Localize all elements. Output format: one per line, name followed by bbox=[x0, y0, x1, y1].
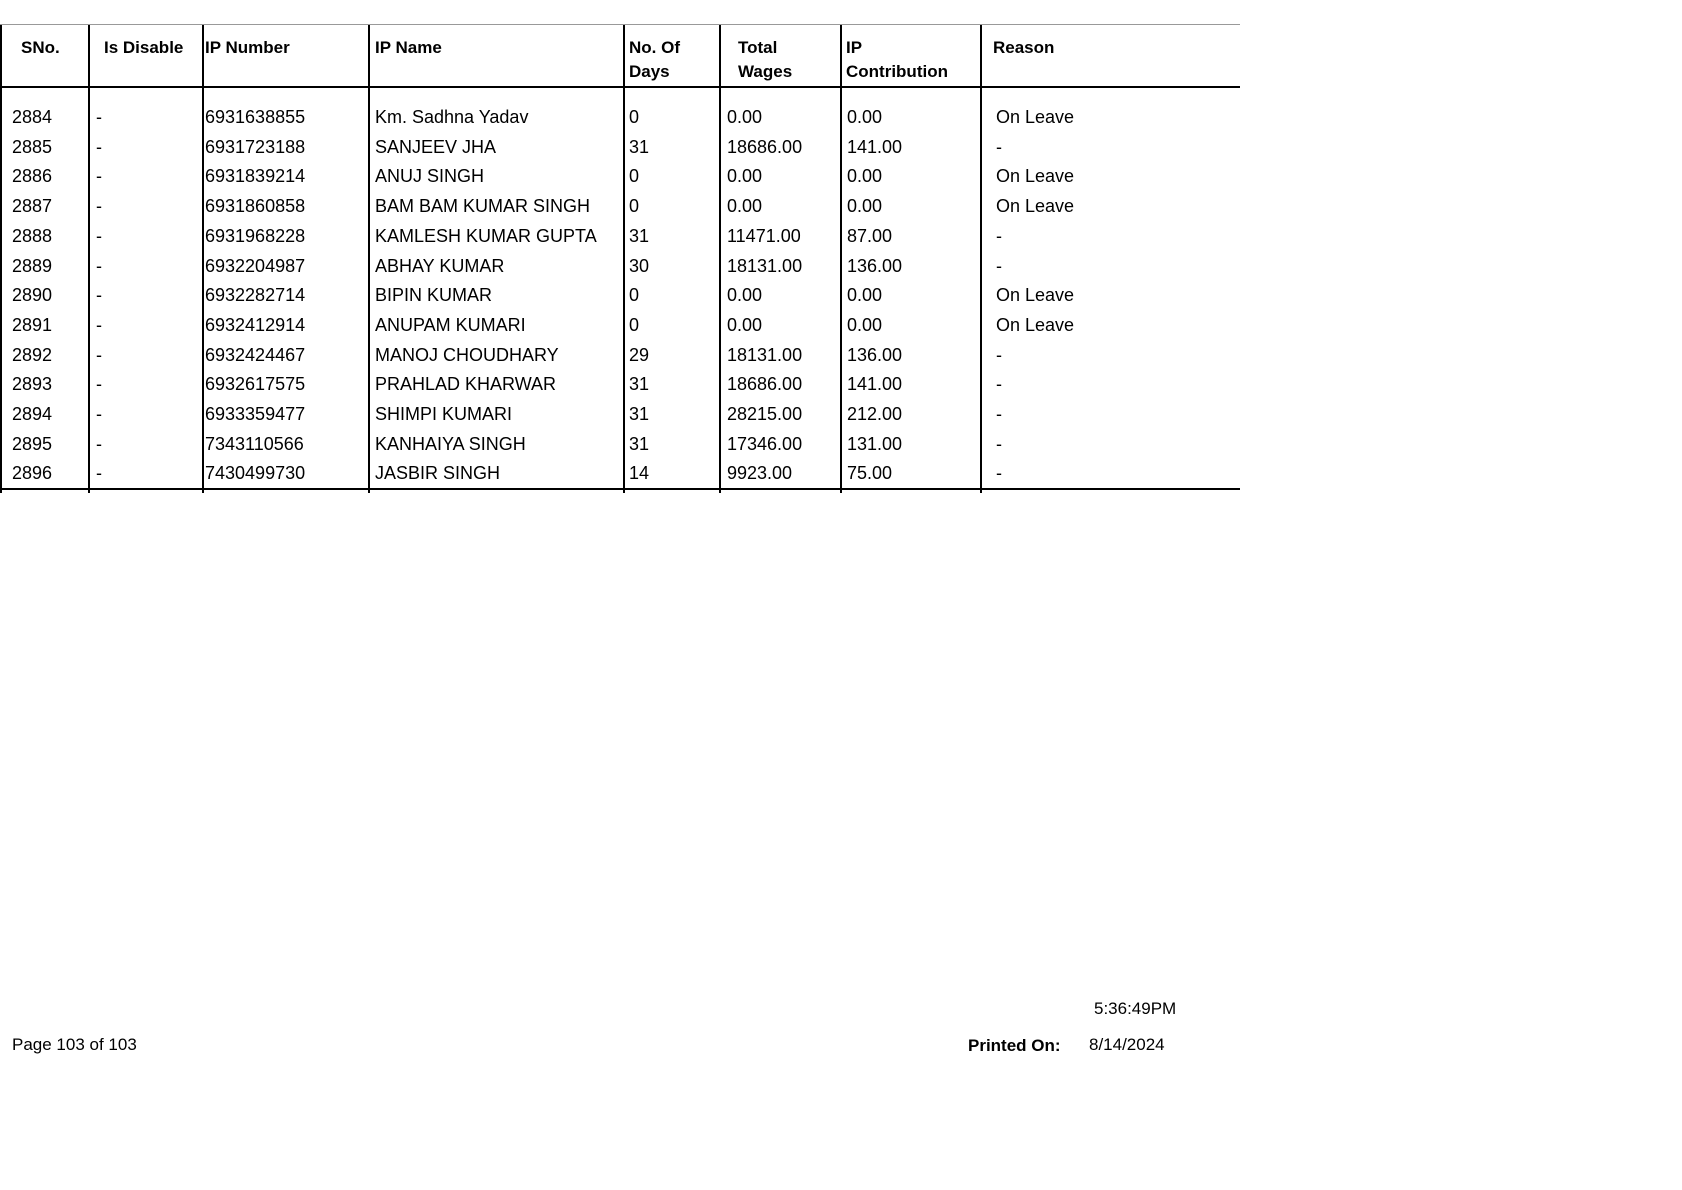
cell-ip-name: KANHAIYA SINGH bbox=[375, 433, 526, 454]
cell-ip-name: BAM BAM KUMAR SINGH bbox=[375, 196, 591, 217]
cell-total-wages: 17346.00 bbox=[727, 433, 803, 454]
cell-reason: On Leave bbox=[996, 166, 1075, 187]
cell-ip-contribution: 136.00 bbox=[847, 344, 903, 365]
table-row bbox=[0, 252, 1240, 282]
cell-ip-number: 6932424467 bbox=[205, 344, 306, 365]
cell-reason: On Leave bbox=[996, 314, 1075, 335]
header-no-of-days: No. Of Days bbox=[629, 38, 680, 81]
cell-ip-name: SHIMPI KUMARI bbox=[375, 404, 513, 424]
printed-on-date: 8/14/2024 bbox=[1089, 1035, 1165, 1054]
table-row bbox=[0, 311, 1240, 341]
cell-is-disable: - bbox=[96, 107, 102, 127]
cell-no-of-days: 31 bbox=[629, 374, 650, 395]
cell-ip-number: 6932412914 bbox=[205, 314, 306, 335]
cell-no-of-days: 31 bbox=[629, 433, 650, 454]
cell-ip-contribution: 0.00 bbox=[847, 107, 883, 127]
table-row bbox=[0, 133, 1240, 163]
cell-sno: 2895 bbox=[12, 433, 53, 454]
cell-total-wages: 0.00 bbox=[727, 196, 763, 217]
cell-reason: - bbox=[996, 255, 1002, 276]
table-row bbox=[0, 162, 1240, 192]
cell-sno: 2884 bbox=[12, 107, 53, 127]
cell-no-of-days: 29 bbox=[629, 344, 650, 365]
cell-ip-contribution: 0.00 bbox=[847, 285, 883, 306]
table-row bbox=[0, 192, 1240, 222]
table-row bbox=[0, 430, 1240, 460]
cell-is-disable: - bbox=[96, 344, 102, 365]
table-row bbox=[0, 281, 1240, 311]
cell-reason: On Leave bbox=[996, 285, 1075, 306]
cell-sno: 2894 bbox=[12, 404, 53, 424]
cell-ip-number: 6932204987 bbox=[205, 255, 306, 276]
table-header-rule bbox=[0, 86, 1240, 88]
cell-sno: 2891 bbox=[12, 314, 53, 335]
cell-is-disable: - bbox=[96, 166, 102, 187]
cell-is-disable: - bbox=[96, 374, 102, 395]
cell-ip-contribution: 0.00 bbox=[847, 196, 883, 217]
cell-ip-name: Km. Sadhna Yadav bbox=[375, 107, 529, 127]
cell-ip-number: 7343110566 bbox=[205, 433, 304, 454]
cell-ip-name: ANUJ SINGH bbox=[375, 166, 485, 187]
cell-ip-number: 6931968228 bbox=[205, 225, 306, 246]
table-row bbox=[0, 400, 1240, 430]
cell-reason: - bbox=[996, 225, 1002, 246]
cell-sno: 2890 bbox=[12, 285, 53, 306]
cell-reason: - bbox=[996, 344, 1002, 365]
cell-ip-number: 6931860858 bbox=[205, 196, 306, 217]
cell-ip-name: SANJEEV JHA bbox=[375, 136, 497, 157]
cell-ip-name: PRAHLAD KHARWAR bbox=[375, 374, 557, 395]
header-ip-number: IP Number bbox=[205, 38, 290, 57]
cell-no-of-days: 31 bbox=[629, 225, 650, 246]
cell-sno: 2887 bbox=[12, 196, 53, 217]
cell-total-wages: 28215.00 bbox=[727, 404, 803, 424]
cell-ip-contribution: 136.00 bbox=[847, 255, 903, 276]
cell-total-wages: 18686.00 bbox=[727, 136, 803, 157]
cell-ip-number: 6931839214 bbox=[205, 166, 306, 187]
cell-ip-number: 6933359477 bbox=[205, 404, 306, 424]
cell-is-disable: - bbox=[96, 196, 102, 217]
table-row bbox=[0, 103, 1240, 133]
cell-total-wages: 11471.00 bbox=[727, 225, 801, 246]
cell-total-wages: 18131.00 bbox=[727, 344, 803, 365]
printed-time: 5:36:49PM bbox=[1094, 999, 1177, 1018]
cell-no-of-days: 0 bbox=[629, 285, 640, 306]
cell-is-disable: - bbox=[96, 255, 102, 276]
cell-no-of-days: 0 bbox=[629, 107, 640, 127]
table-top-rule bbox=[0, 24, 1240, 25]
cell-total-wages: 0.00 bbox=[727, 166, 763, 187]
cell-sno: 2885 bbox=[12, 136, 53, 157]
cell-ip-number: 6932617575 bbox=[205, 374, 306, 395]
cell-is-disable: - bbox=[96, 285, 102, 306]
cell-sno: 2888 bbox=[12, 225, 53, 246]
cell-no-of-days: 0 bbox=[629, 166, 640, 187]
printed-on-label: Printed On: bbox=[968, 1036, 1061, 1055]
cell-ip-contribution: 131.00 bbox=[847, 433, 903, 454]
header-total-wages: Total Wages bbox=[738, 38, 793, 81]
cell-reason: On Leave bbox=[996, 107, 1075, 127]
cell-is-disable: - bbox=[96, 225, 102, 246]
cell-is-disable: - bbox=[96, 136, 102, 157]
header-reason: Reason bbox=[993, 38, 1055, 57]
cell-reason: - bbox=[996, 136, 1002, 157]
cell-ip-number: 6932282714 bbox=[205, 285, 306, 306]
cell-is-disable: - bbox=[96, 314, 102, 335]
cell-ip-contribution: 0.00 bbox=[847, 314, 883, 335]
page-number: Page 103 of 103 bbox=[12, 1035, 137, 1054]
cell-no-of-days: 31 bbox=[629, 136, 650, 157]
cell-no-of-days: 31 bbox=[629, 404, 650, 424]
cell-total-wages: 18131.00 bbox=[727, 255, 803, 276]
cell-no-of-days: 0 bbox=[629, 314, 640, 335]
header-ip-contribution: IP Contribution bbox=[846, 38, 948, 81]
header-is-disable: Is Disable bbox=[104, 38, 184, 57]
cell-is-disable: - bbox=[96, 433, 102, 454]
cell-ip-contribution: 0.00 bbox=[847, 166, 883, 187]
cell-ip-name: ABHAY KUMAR bbox=[375, 255, 505, 276]
cell-reason: On Leave bbox=[996, 196, 1075, 217]
header-ip-name: IP Name bbox=[375, 38, 442, 57]
cell-ip-number: 7430499730 bbox=[205, 463, 306, 484]
cell-ip-contribution: 75.00 bbox=[847, 463, 893, 484]
cell-ip-name: JASBIR SINGH bbox=[375, 463, 501, 484]
cell-sno: 2886 bbox=[12, 166, 53, 187]
header-sno: SNo. bbox=[21, 38, 60, 57]
cell-no-of-days: 30 bbox=[629, 255, 650, 276]
cell-sno: 2889 bbox=[12, 255, 53, 276]
cell-sno: 2892 bbox=[12, 344, 53, 365]
cell-total-wages: 0.00 bbox=[727, 107, 763, 127]
cell-reason: - bbox=[996, 374, 1002, 395]
cell-total-wages: 18686.00 bbox=[727, 374, 803, 395]
cell-total-wages: 0.00 bbox=[727, 285, 763, 306]
cell-ip-name: MANOJ CHOUDHARY bbox=[375, 344, 559, 365]
table-row bbox=[0, 341, 1240, 371]
cell-reason: - bbox=[996, 463, 1002, 484]
table-row bbox=[0, 370, 1240, 400]
cell-ip-number: 6931723188 bbox=[205, 136, 306, 157]
cell-ip-contribution: 87.00 bbox=[847, 225, 893, 246]
cell-ip-number: 6931638855 bbox=[205, 107, 306, 127]
table-row bbox=[0, 459, 1240, 489]
cell-total-wages: 0.00 bbox=[727, 314, 763, 335]
cell-no-of-days: 0 bbox=[629, 196, 640, 217]
cell-ip-name: KAMLESH KUMAR GUPTA bbox=[375, 225, 597, 246]
cell-no-of-days: 14 bbox=[629, 463, 650, 484]
cell-reason: - bbox=[996, 433, 1002, 454]
cell-ip-name: ANUPAM KUMARI bbox=[375, 314, 526, 335]
cell-ip-contribution: 141.00 bbox=[847, 136, 903, 157]
cell-is-disable: - bbox=[96, 404, 102, 424]
cell-ip-contribution: 212.00 bbox=[847, 404, 903, 424]
cell-reason: - bbox=[996, 404, 1002, 424]
cell-ip-contribution: 141.00 bbox=[847, 374, 903, 395]
table-row bbox=[0, 222, 1240, 252]
cell-ip-name: BIPIN KUMAR bbox=[375, 285, 493, 306]
cell-total-wages: 9923.00 bbox=[727, 463, 793, 484]
cell-sno: 2893 bbox=[12, 374, 53, 395]
cell-sno: 2896 bbox=[12, 463, 53, 484]
cell-is-disable: - bbox=[96, 463, 102, 484]
